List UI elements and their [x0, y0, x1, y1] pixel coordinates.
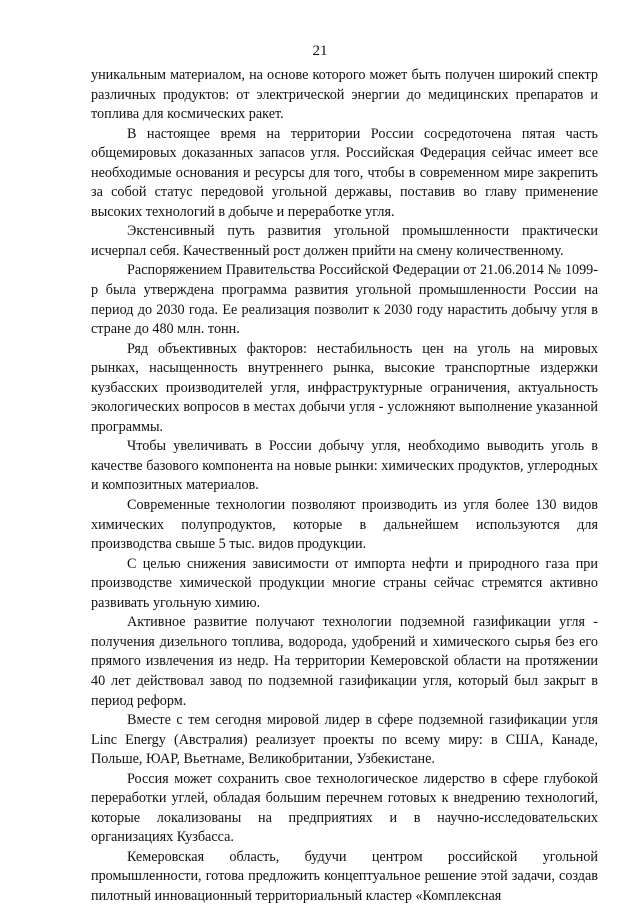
- paragraph-6: Чтобы увеличивать в России добычу угля, необходимо выводить уголь в качестве базового компонента на новые рынки: химических продуктов, углеродных и композитных материалов.: [91, 438, 598, 494]
- paragraph-2: В настоящее время на территории России сосредоточена пятая часть общемировых доказанных запасов угля. Российская Федерация сейчас имеет все необходимые основания и ресурсы для того, чтобы в современном мире закрепить за собой статус передовой угольной державы, поставив во главу применение высоких технологий в добыче и переработке угля.: [91, 125, 598, 220]
- paragraph-1: уникальным материалом, на основе которого может быть получен широкий спектр различных продуктов: от электрической энергии до медицинских препаратов и топлива для космических ракет.: [91, 67, 598, 123]
- paragraph-11: Россия может сохранить свое технологическое лидерство в сфере глубокой переработки углей, обладая большим перечнем готовых к внедрению технологий, которые локализованы на предприятиях и в научно-исследовательских организациях Кузбасса.: [91, 770, 598, 846]
- body-text: [91, 66, 598, 907]
- paragraph-7: Современные технологии позволяют производить из угля более 130 видов химических полупродуктов, которые в дальнейшем используются для производства свыше 5 тыс. видов продукции.: [91, 497, 598, 553]
- paragraph-5: Ряд объективных факторов: нестабильность цен на уголь на мировых рынках, насыщенность внутреннего рынка, высокие транспортные издержки кузбасских производителей угля, инфраструктурные ограничения, актуальность экологических вопросов в местах добычи угля - усложняют выполнение указанной программы.: [91, 340, 598, 435]
- paragraph-8: С целью снижения зависимости от импорта нефти и природного газа при производстве химической продукции многие страны сейчас стремятся активно развивать угольную химию.: [91, 555, 598, 611]
- paragraph-12: Кемеровская область, будучи центром российской угольной промышленности, готова предложить концептуальное решение этой задачи, создав пилотный инновационный территориальный кластер «Комплексная: [91, 848, 598, 904]
- paragraph-10: Вместе с тем сегодня мировой лидер в сфере подземной газификации угля Linc Energy (Австралия) реализует проекты по всему миру: в США, Канаде, Польше, ЮАР, Вьетнаме, Великобритании, Узбекистане.: [91, 712, 598, 768]
- paragraph-4: Распоряжением Правительства Российской Федерации от 21.06.2014 № 1099-р была утверждена программа развития угольной промышленности России на период до 2030 года. Ее реализация позволит к 2030 году нарастить добычу угля в стране до 480 млн. тонн.: [91, 262, 598, 338]
- paragraph-9: Активное развитие получают технологии подземной газификации угля - получения дизельного топлива, водорода, удобрений и химического сырья без его прямого извлечения из недр. На территории Кемеровской области на протяжении 40 лет действовал завод по подземной газификации угля, который был закрыт в период реформ.: [91, 614, 598, 709]
- paragraph-3: Экстенсивный путь развития угольной промышленности практически исчерпал себя. Качественный рост должен прийти на смену количественному.: [91, 223, 598, 259]
- page-number: 21: [312, 43, 328, 59]
